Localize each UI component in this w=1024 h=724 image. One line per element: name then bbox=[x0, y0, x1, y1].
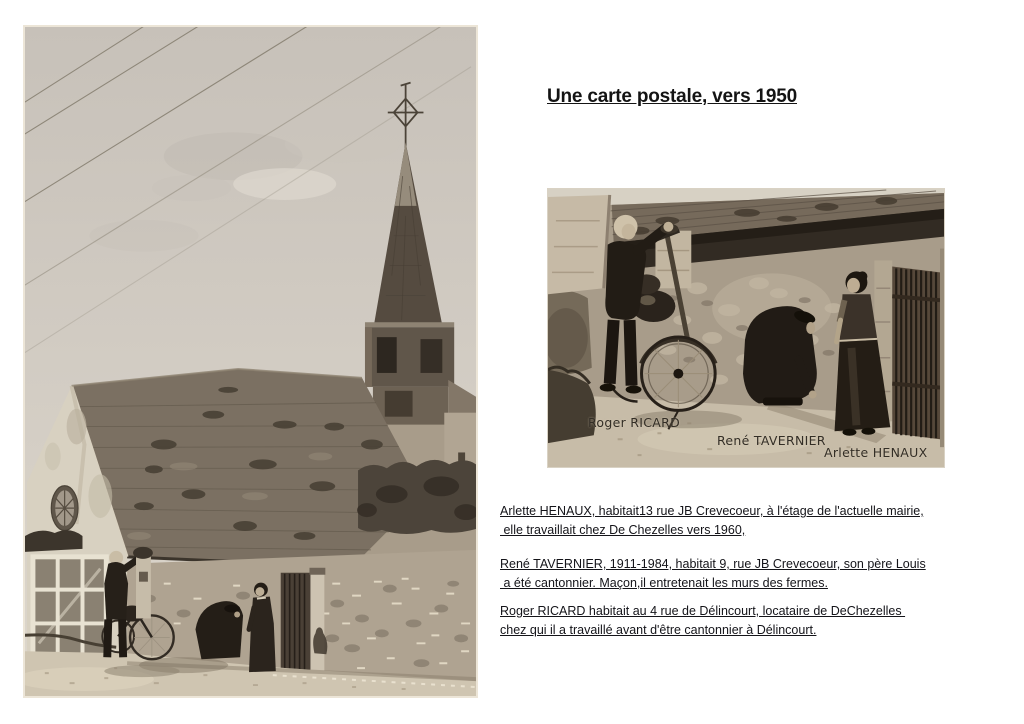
postcard-photo bbox=[547, 188, 945, 468]
photo-caption-arlette: Arlette HENAUX bbox=[824, 445, 928, 460]
photo-caption-rene: René TAVERNIER bbox=[717, 433, 826, 448]
paragraph-arlette-line1: Arlette HENAUX, habitait13 rue JB Crevecoeur, à l'étage de l'actuelle mairie, bbox=[500, 504, 924, 518]
rene-crouching bbox=[743, 306, 817, 405]
ledge-vegetation bbox=[25, 530, 82, 552]
paragraph-arlette bbox=[500, 502, 970, 540]
church-photo bbox=[23, 25, 478, 698]
courtyard-gate bbox=[281, 568, 326, 680]
page-title: Une carte postale, vers 1950 bbox=[547, 86, 797, 107]
paragraph-arlette-line2: elle travaillait chez De Chezelles vers 1960, bbox=[500, 523, 746, 537]
paragraph-roger-line1: Roger RICARD habitait au 4 rue de Délincourt, locataire de DeChezelles bbox=[500, 604, 906, 618]
photo-caption-roger: Roger RICARD bbox=[588, 415, 681, 430]
ivy bbox=[358, 460, 476, 534]
paragraph-rene-line1: René TAVERNIER, 1911-1984, habitait 9, rue JB Crevecoeur, son père Louis bbox=[500, 557, 926, 571]
paragraph-rene bbox=[500, 555, 970, 593]
oval-window bbox=[51, 486, 78, 531]
paragraph-roger-line2: chez qui il a travaillé avant d'être cantonnier à Délincourt. bbox=[500, 623, 817, 637]
church-photo-art bbox=[25, 27, 476, 696]
stone-post bbox=[133, 547, 153, 619]
paragraph-roger bbox=[500, 602, 970, 640]
paragraph-rene-line2: a été cantonnier. Maçon,il entretenait les murs des fermes. bbox=[500, 576, 828, 590]
corner-block bbox=[548, 195, 610, 294]
